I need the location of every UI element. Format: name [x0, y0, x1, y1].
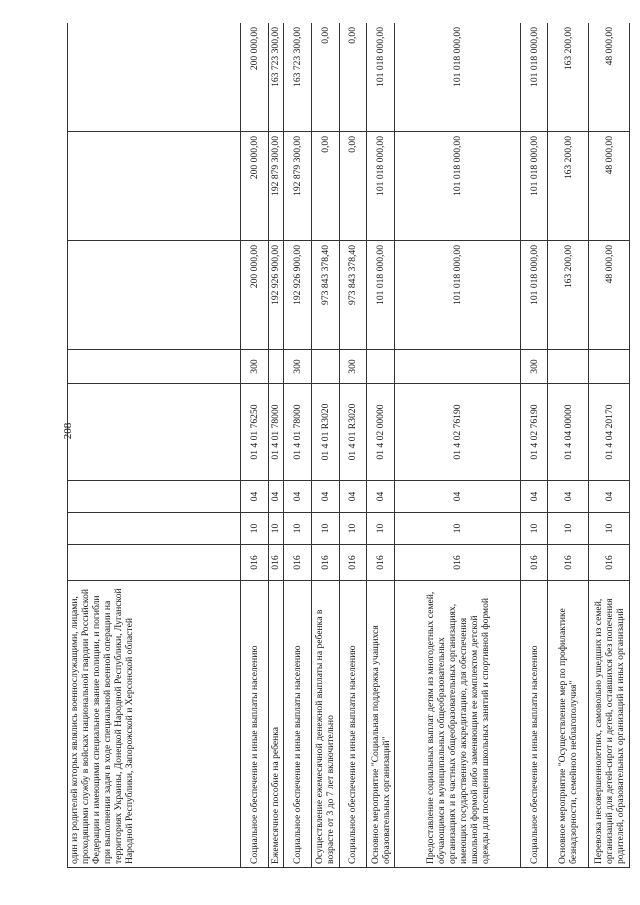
csr-cell: 01 4 01 78000 [268, 384, 284, 481]
csr-cell: 01 4 01 78000 [284, 384, 311, 481]
vr-cell [589, 350, 630, 384]
podrazdel-cell: 04 [268, 481, 284, 513]
amount-year1-cell: 200 000,00 [241, 241, 268, 350]
amount-year1-cell: 163 200,00 [548, 241, 589, 350]
amount-year3-cell: 163 723 300,00 [268, 23, 284, 132]
code-cell: 016 [395, 545, 521, 581]
table-row [284, 23, 311, 868]
table-body [68, 23, 630, 868]
razdel-cell: 10 [339, 513, 366, 545]
vr-cell: 300 [284, 350, 311, 384]
amount-year2-cell: 48 000,00 [589, 132, 630, 241]
code-cell: 016 [589, 545, 630, 581]
amount-year2-cell: 0,00 [339, 132, 366, 241]
razdel-cell: 10 [268, 513, 284, 545]
code-cell: 016 [548, 545, 589, 581]
amount-year3-cell: 48 000,00 [589, 23, 630, 132]
page-number: 208 [62, 422, 74, 440]
vr-cell [367, 350, 395, 384]
vr-cell [311, 350, 339, 384]
code-cell: 016 [284, 545, 311, 581]
code-cell [68, 545, 241, 581]
amount-year1-cell: 973 843 378,40 [339, 241, 366, 350]
amount-year1-cell: 973 843 378,40 [311, 241, 339, 350]
amount-year2-cell: 0,00 [311, 132, 339, 241]
table-row [589, 23, 630, 868]
razdel-cell: 10 [284, 513, 311, 545]
code-cell: 016 [367, 545, 395, 581]
amount-year2-cell: 101 018 000,00 [367, 132, 395, 241]
razdel-cell: 10 [395, 513, 521, 545]
code-cell: 016 [339, 545, 366, 581]
csr-cell: 01 4 01 76250 [241, 384, 268, 481]
amount-year3-cell: 163 200,00 [548, 23, 589, 132]
csr-cell [68, 384, 241, 481]
amount-year2-cell: 192 879 300,00 [268, 132, 284, 241]
csr-cell: 01 4 02 76190 [521, 384, 548, 481]
name-cell: Перевозка несовершеннолетних, самовольно ушедших из семей, организаций для детей-сирот и детей, оставшихся без попечения родителей, образовательных организаций и иных организаций [589, 581, 630, 868]
amount-year3-cell: 0,00 [311, 23, 339, 132]
amount-year3-cell: 101 018 000,00 [521, 23, 548, 132]
vr-cell [548, 350, 589, 384]
name-cell: Осуществление ежемесячной денежной выплаты на ребенка в возрасте от 3 до 7 лет включительно [311, 581, 339, 868]
vr-cell: 300 [521, 350, 548, 384]
name-cell: Основное мероприятие "Осуществление мер по профилактике безнадзорности, семейного неблагополучия" [548, 581, 589, 868]
csr-cell: 01 4 01 R3020 [339, 384, 366, 481]
razdel-cell: 10 [367, 513, 395, 545]
podrazdel-cell: 04 [589, 481, 630, 513]
budget-table [67, 23, 630, 868]
csr-cell: 01 4 04 20170 [589, 384, 630, 481]
name-cell: Предоставление социальных выплат детям из многодетных семей, обучающимся в муниципальных общеобразовательных организациях и в частных общеобразовательных организациях, имеющих государственную аккредитацию, для обеспечения школьной формой либо заменяющим ее комплектом детской одежды для посещения школьных занятий и спортивной формой [395, 581, 521, 868]
amount-year3-cell: 101 018 000,00 [367, 23, 395, 132]
code-cell: 016 [521, 545, 548, 581]
amount-year3-cell: 200 000,00 [241, 23, 268, 132]
amount-year1-cell: 48 000,00 [589, 241, 630, 350]
razdel-cell: 10 [311, 513, 339, 545]
amount-year1-cell: 101 018 000,00 [367, 241, 395, 350]
amount-year2-cell: 192 879 300,00 [284, 132, 311, 241]
csr-cell: 01 4 04 00000 [548, 384, 589, 481]
name-cell: один из родителей которых являлись военнослужащими, лицами, проходящими службу в войсках национальной гвардии Российской Федерации и имеющими специальное звание полиции, и погибли при выполнении задач в ходе специальной военной операции на территориях Украины, Донецкой Народной Республики, Луганской Народной Республики, Запорожской и Херсонской областей [68, 581, 241, 868]
razdel-cell: 10 [241, 513, 268, 545]
podrazdel-cell: 04 [339, 481, 366, 513]
razdel-cell [68, 513, 241, 545]
amount-year1-cell [68, 241, 241, 350]
amount-year1-cell: 101 018 000,00 [521, 241, 548, 350]
razdel-cell: 10 [589, 513, 630, 545]
table-row [548, 23, 589, 868]
razdel-cell: 10 [521, 513, 548, 545]
podrazdel-cell: 04 [367, 481, 395, 513]
podrazdel-cell: 04 [521, 481, 548, 513]
table-row [311, 23, 339, 868]
vr-cell: 300 [241, 350, 268, 384]
podrazdel-cell: 04 [311, 481, 339, 513]
table-row [241, 23, 268, 868]
name-cell: Социальное обеспечение и иные выплаты населению [284, 581, 311, 868]
amount-year3-cell [68, 23, 241, 132]
code-cell: 016 [311, 545, 339, 581]
name-cell: Основное мероприятие "Социальная поддержка учащихся образовательных организаций" [367, 581, 395, 868]
name-cell: Социальное обеспечение и иные выплаты населению [339, 581, 366, 868]
amount-year2-cell: 101 018 000,00 [521, 132, 548, 241]
rotated-table-wrapper [67, 23, 630, 868]
amount-year1-cell: 101 018 000,00 [395, 241, 521, 350]
vr-cell [268, 350, 284, 384]
podrazdel-cell [68, 481, 241, 513]
podrazdel-cell: 04 [548, 481, 589, 513]
amount-year1-cell: 192 926 900,00 [268, 241, 284, 350]
podrazdel-cell: 04 [241, 481, 268, 513]
code-cell: 016 [241, 545, 268, 581]
vr-cell [395, 350, 521, 384]
razdel-cell: 10 [548, 513, 589, 545]
name-cell: Социальное обеспечение и иные выплаты населению [241, 581, 268, 868]
podrazdel-cell: 04 [395, 481, 521, 513]
table-row [339, 23, 366, 868]
table-row [68, 23, 241, 868]
amount-year3-cell: 0,00 [339, 23, 366, 132]
table-row [268, 23, 284, 868]
podrazdel-cell: 04 [284, 481, 311, 513]
name-cell: Ежемесячное пособие на ребенка [268, 581, 284, 868]
csr-cell: 01 4 02 00000 [367, 384, 395, 481]
amount-year1-cell: 192 926 900,00 [284, 241, 311, 350]
csr-cell: 01 4 01 R3020 [311, 384, 339, 481]
table-row [521, 23, 548, 868]
vr-cell [68, 350, 241, 384]
name-cell: Социальное обеспечение и иные выплаты населению [521, 581, 548, 868]
table-row [395, 23, 521, 868]
vr-cell: 300 [339, 350, 366, 384]
table-row [367, 23, 395, 868]
amount-year2-cell: 101 018 000,00 [395, 132, 521, 241]
code-cell: 016 [268, 545, 284, 581]
amount-year2-cell: 163 200,00 [548, 132, 589, 241]
csr-cell: 01 4 02 76190 [395, 384, 521, 481]
amount-year3-cell: 101 018 000,00 [395, 23, 521, 132]
amount-year2-cell [68, 132, 241, 241]
amount-year2-cell: 200 000,00 [241, 132, 268, 241]
amount-year3-cell: 163 723 300,00 [284, 23, 311, 132]
budget-table-area [67, 23, 630, 868]
